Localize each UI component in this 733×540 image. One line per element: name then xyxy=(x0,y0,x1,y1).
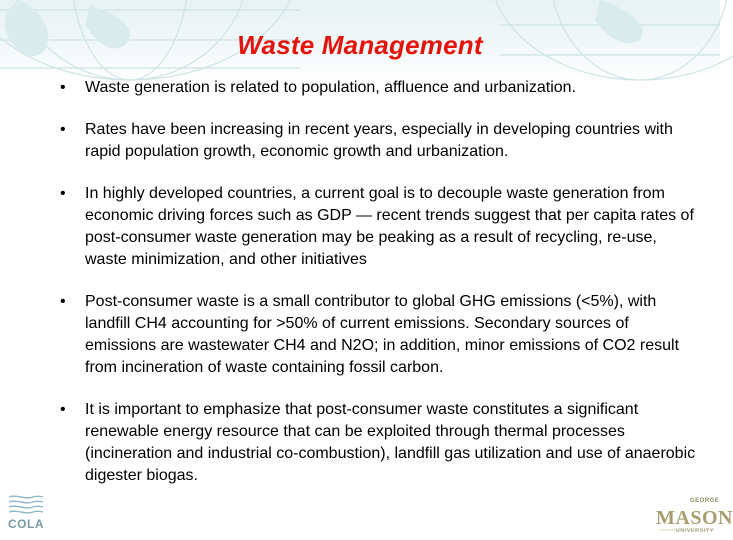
bullet-item-4 xyxy=(58,291,698,379)
bullet-item-5 xyxy=(58,399,698,487)
bullet-text: Post-consumer waste is a small contributor to global GHG emissions (<5%), with landfill CH4 accounting for >50% of current emissions. Secondary sources of emissions are wastewater CH4 and N2O; in addition, minor emissions of CO2 result from incineration of waste containing fossil carbon. xyxy=(85,293,680,376)
bullet-marker: • xyxy=(60,185,66,202)
mason-logo-text: MASON xyxy=(656,507,733,529)
bullet-marker: • xyxy=(60,121,66,138)
bullet-marker: • xyxy=(60,293,66,310)
mason-logo-top-text: GEORGE xyxy=(690,498,720,504)
bullet-marker: • xyxy=(60,401,66,418)
mason-logo-bottom-text: UNIVERSITY xyxy=(676,528,715,534)
bullet-list xyxy=(58,77,698,507)
bullet-item-3 xyxy=(58,183,698,271)
bullet-text: Rates have been increasing in recent years, especially in developing countries with rapid population growth, economic growth and urbanization. xyxy=(85,121,673,160)
slide-title: Waste Management xyxy=(237,30,483,60)
bullet-text: It is important to emphasize that post-consumer waste constitutes a significant renewable energy resource that can be exploited through thermal processes (incineration and industrial co-combustion), landfill gas utilization and use of anaerobic digester biogas. xyxy=(85,401,696,484)
bullet-text: In highly developed countries, a current goal is to decouple waste generation from economic driving forces such as GDP — recent trends suggest that per capita rates of post-consumer waste generation may be peaking as a result of recycling, re-use, waste minimization, and other initiatives xyxy=(85,185,694,268)
bullet-text: Waste generation is related to population, affluence and urbanization. xyxy=(85,79,576,96)
bullet-marker: • xyxy=(60,79,66,96)
bullet-item-1 xyxy=(58,77,698,99)
bullet-item-2 xyxy=(58,119,698,163)
cola-logo-text: COLA xyxy=(8,517,44,531)
